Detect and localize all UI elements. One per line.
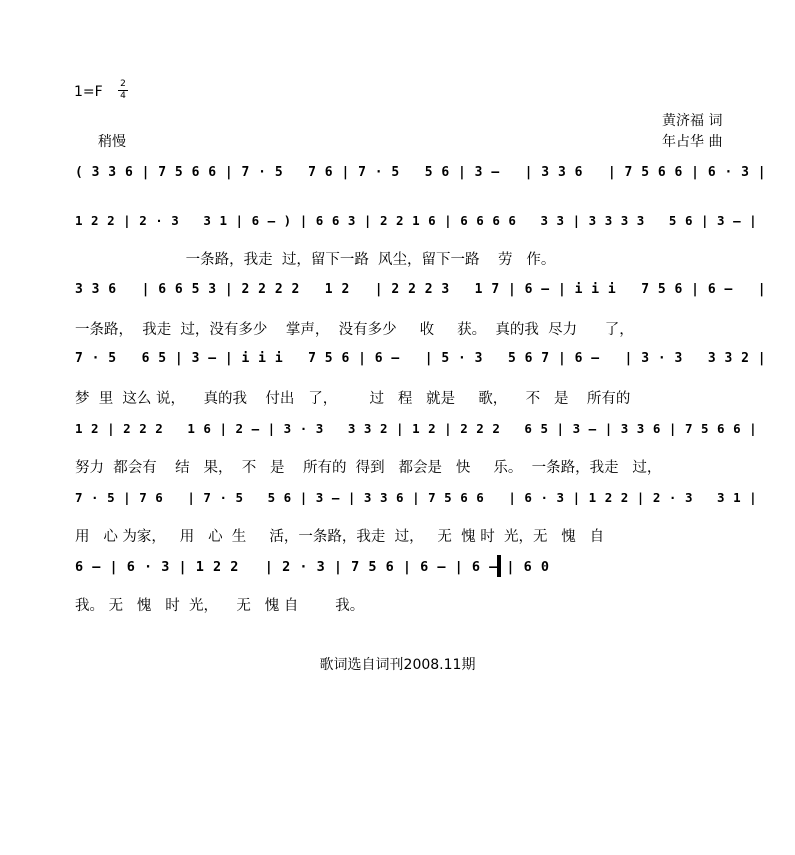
lyrics-line-6: 用 心 为家， 用 心 生 活，一条路，我走 过， 无 愧 时 光，无 愧 自 — [75, 529, 605, 545]
tempo-marking: 稍慢 — [98, 134, 126, 150]
notes-line-6: 7 · 5 | 7 6 | 7 · 5 5 6 | 3 — | 3 3 6 | 7 5 6 6 | 6 · 3 | 1 2 2 | 2 · 3 3 1 | — [75, 490, 758, 505]
final-barline — [497, 555, 501, 577]
notes-line-7: 6 — | 6 · 3 | 1 2 2 | 2 · 3 | 7 5 6 | 6 — | 6 — | 6 0 — [75, 559, 550, 575]
notes-line-2: 1 2 2 | 2 · 3 3 1 | 6 — ) | 6 6 3 | 2 2 1 6 | 6 6 6 6 3 3 | 3 3 3 3 5 6 | 3 — | — [75, 213, 758, 228]
composer-credit: 年占华 曲 — [662, 134, 723, 150]
source-note-text: 歌词选自词刊2008.11期 — [319, 657, 476, 673]
lyrics-line-4: 梦 里 这么 说， 真的我 付出 了， 过 程 就是 歌， 不 是 所有的 — [75, 391, 631, 407]
time-signature-top: 2 — [120, 79, 126, 89]
lyrics-line-3: 一条路， 我走 过，没有多少 掌声， 没有多少 收 获。 真的我 尽力 了， — [75, 322, 634, 338]
lyrics-line-2: 一条路，我走 过，留下一路 风尘，留下一路 劳 作。 — [75, 252, 556, 268]
time-signature-bottom: 4 — [120, 91, 126, 101]
lyrics-line-7: 我。 无 愧 时 光， 无 愧 自 我。 — [75, 598, 365, 614]
key-signature: 1=F — [74, 84, 103, 100]
time-signature — [118, 80, 128, 101]
source-note — [0, 654, 795, 674]
notes-line-1: ( 3 3 6 | 7 5 6 6 | 7 · 5 7 6 | 7 · 5 5 6 | 3 — | 3 3 6 | 7 5 6 6 | 6 · 3 | — [75, 165, 767, 180]
lyrics-line-5: 努力 都会有 结 果， 不 是 所有的 得到 都会是 快 乐。 一条路，我走 过， — [75, 460, 662, 476]
lyricist-credit: 黄济福 词 — [662, 113, 723, 129]
notes-line-3: 3 3 6 | 6 6 5 3 | 2 2 2 2 1 2 | 2 2 2 3 1 7 | 6 — | i i i 7 5 6 | 6 — | — [75, 282, 767, 297]
notes-line-4: 7 · 5 6 5 | 3 — | i i i 7 5 6 | 6 — | 5 · 3 5 6 7 | 6 — | 3 · 3 3 3 2 | — [75, 351, 767, 366]
notes-line-5: 1 2 | 2 2 2 1 6 | 2 — | 3 · 3 3 3 2 | 1 2 | 2 2 2 6 5 | 3 — | 3 3 6 | 7 5 6 6 | — [75, 421, 758, 436]
